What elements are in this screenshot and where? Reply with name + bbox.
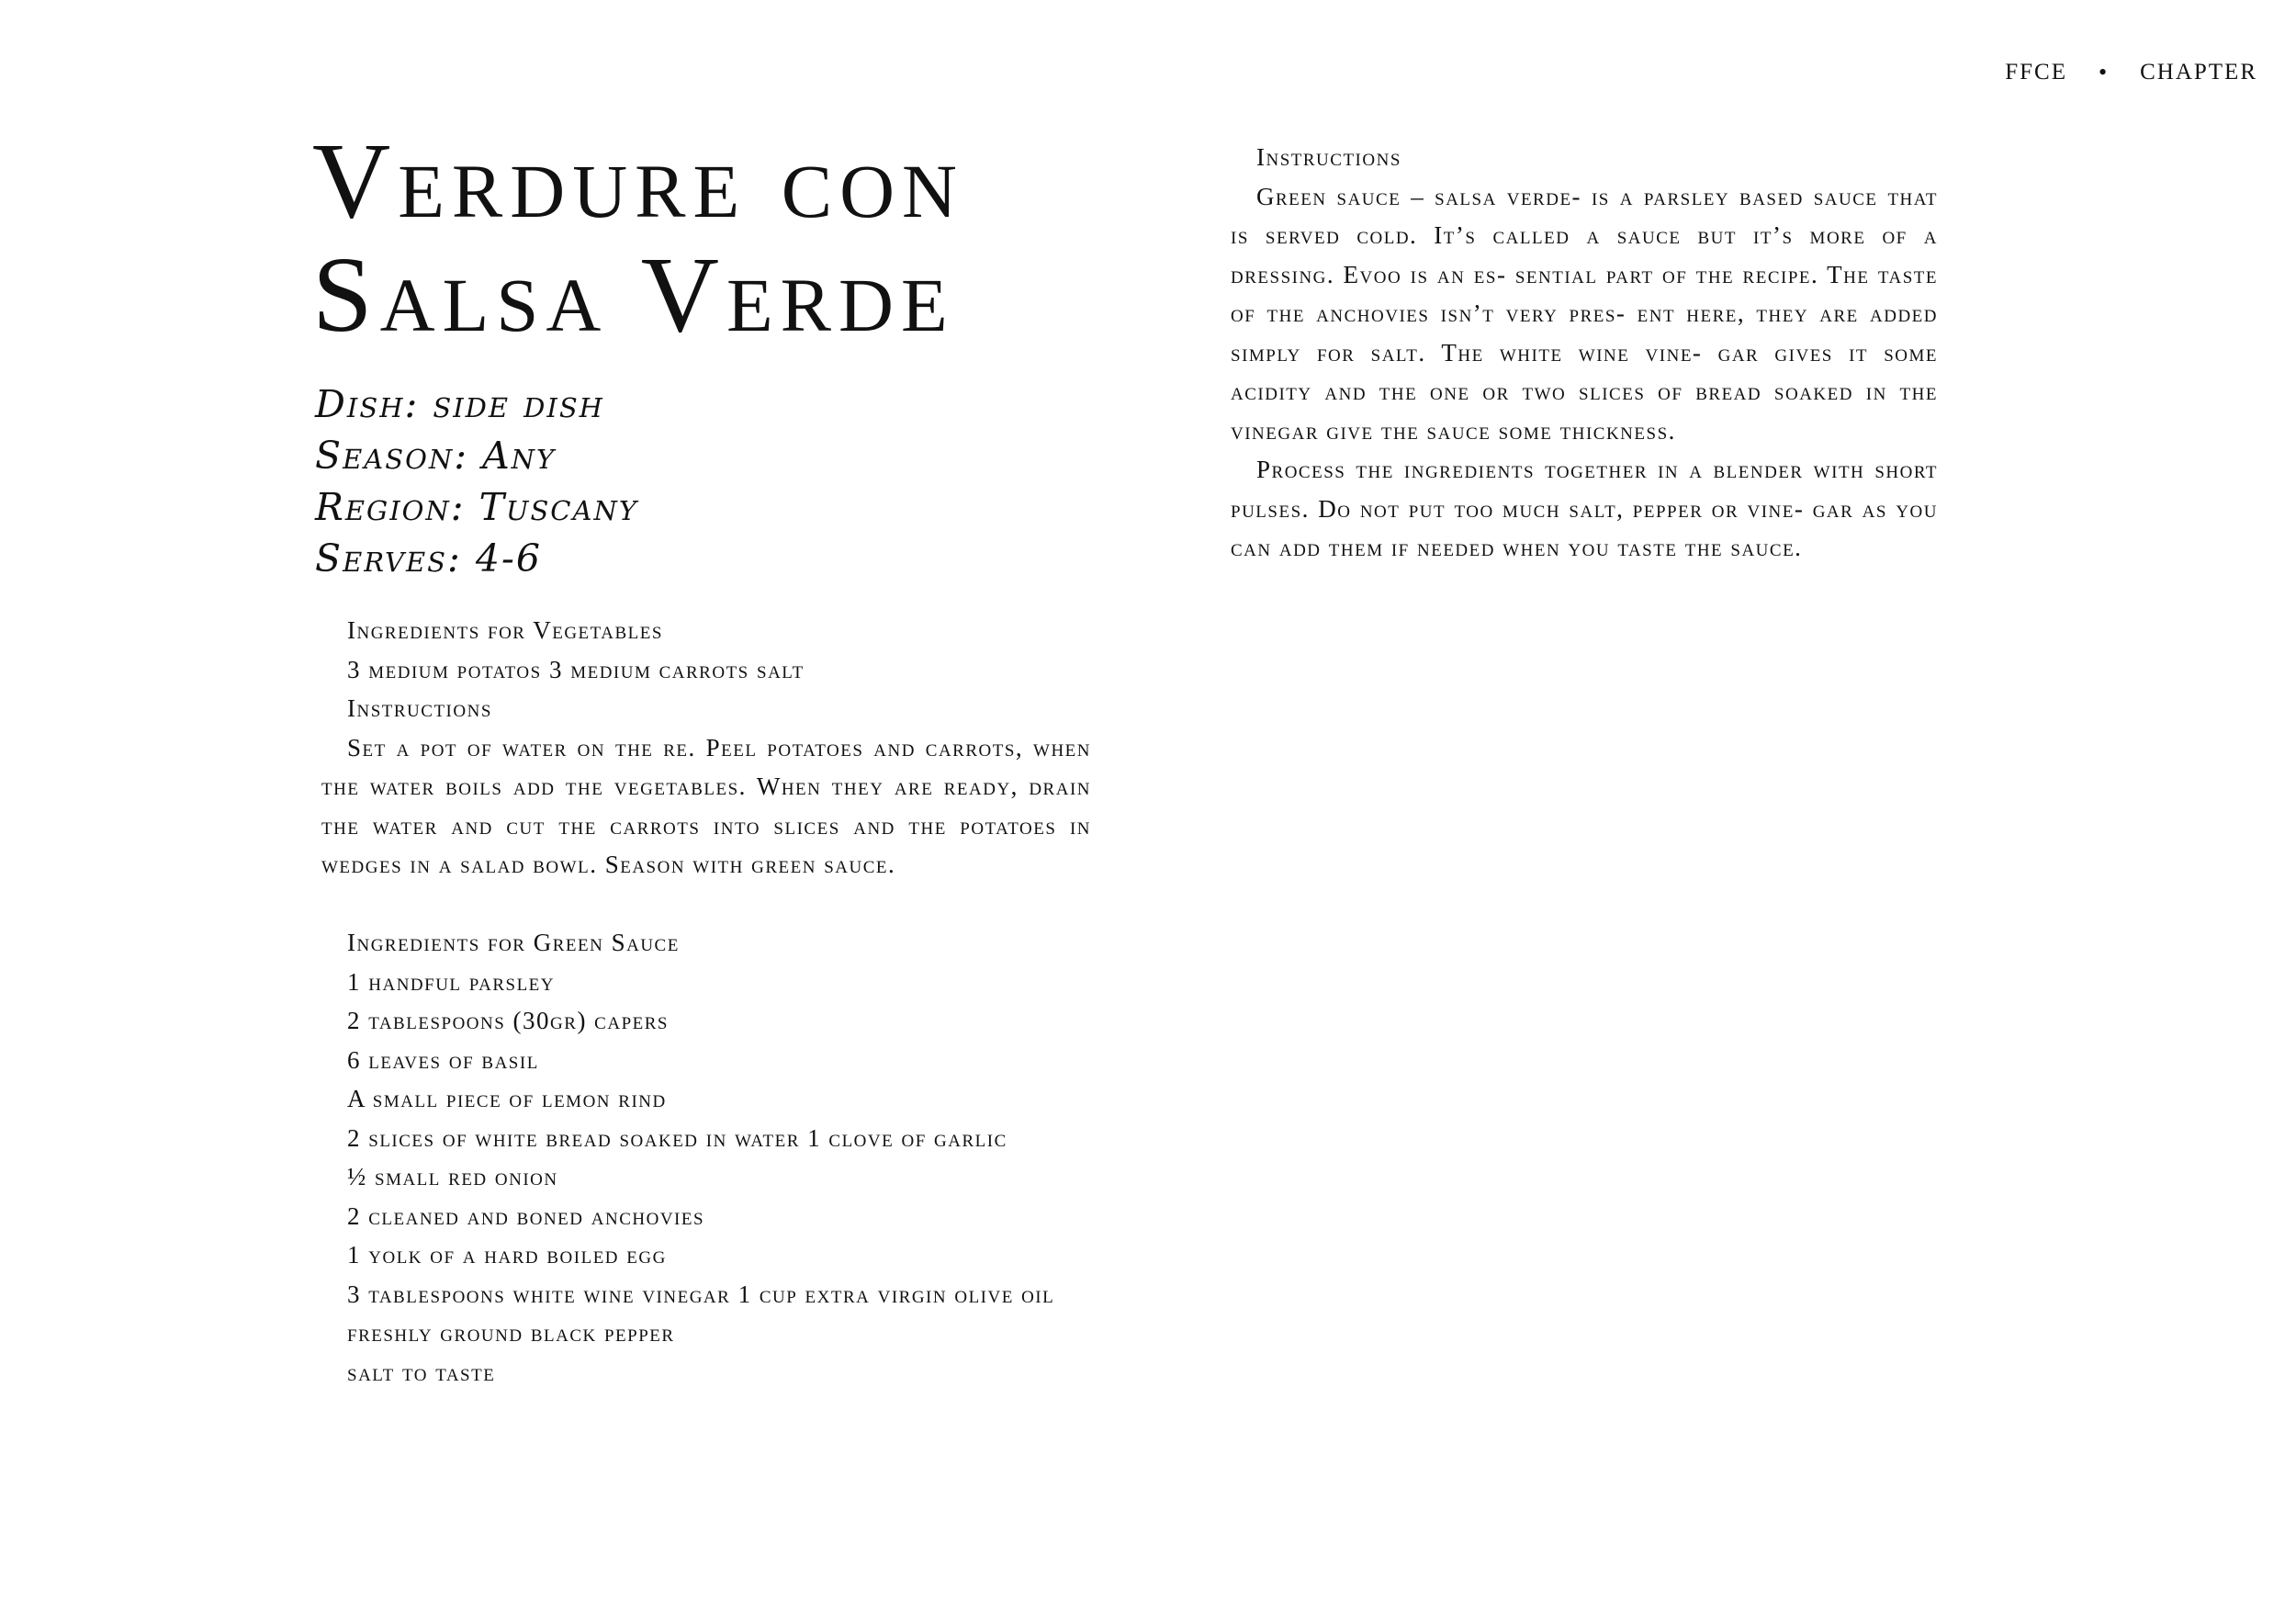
green-sauce-ingredient-long: 3 tablespoons white wine vinegar 1 cup extra virgin olive oil bbox=[347, 1280, 1055, 1308]
vegetables-heading: Ingredients for Vegetables bbox=[347, 616, 663, 644]
green-sauce-ingredient: A small piece of lemon rind bbox=[347, 1085, 667, 1112]
book-code: FFCE bbox=[2005, 60, 2067, 85]
section-label: CHAPTER bbox=[2140, 60, 2257, 85]
green-sauce-ingredient: 2 tablespoons (30gr) capers bbox=[347, 1007, 669, 1034]
recipe-title bbox=[312, 120, 964, 355]
meta-dish: Dish: side dish bbox=[315, 382, 604, 426]
green-sauce-ingredient: 1 handful parsley bbox=[347, 967, 555, 996]
header-separator: • bbox=[2098, 59, 2110, 85]
green-sauce-ingredient: salt to taste bbox=[347, 1358, 496, 1386]
meta-serves: Serves: 4-6 bbox=[315, 536, 542, 581]
green-sauce-ingredient: freshly ground black pepper bbox=[347, 1319, 675, 1347]
meta-season: Season: Any bbox=[315, 434, 557, 478]
green-sauce-instructions-p2: Process the ingredients together in a blender with short pulses. Do not put too much salt, pepper or vine- gar as you can add them if needed when you taste the sauce. bbox=[1231, 456, 1938, 561]
green-sauce-ingredient: 6 leaves of basil bbox=[347, 1045, 539, 1074]
green-sauce-ingredient: 1 yolk of a hard boiled egg bbox=[347, 1241, 667, 1269]
vegetables-ingredients: 3 medium potatos 3 medium carrots salt bbox=[347, 655, 805, 683]
green-sauce-ingredient: ½ small red onion bbox=[347, 1163, 558, 1190]
vegetables-instructions: Set a pot of water on the re. Peel potatoes and carrots, when the water boils add the vegetables. When they are ready, drain the water and cut the carrots into slices and the potatoes in wedges in a salad bowl. Season with green sauce. bbox=[321, 733, 1091, 878]
green-sauce-ingredient: 2 slices of white bread soaked in water 1 clove of garlic bbox=[347, 1123, 1007, 1152]
section-spacer bbox=[321, 885, 1091, 924]
left-column bbox=[321, 611, 1091, 1392]
recipe-title-line-1: Verdure con bbox=[312, 120, 964, 241]
green-sauce-heading: Ingredients for Green Sauce bbox=[347, 929, 680, 956]
green-sauce-ingredient: 2 cleaned and boned anchovies bbox=[347, 1201, 705, 1230]
vegetables-instructions-heading: Instructions bbox=[347, 694, 492, 722]
recipe-meta bbox=[315, 378, 638, 584]
right-column bbox=[1231, 138, 1938, 568]
green-sauce-instructions-p1: Green sauce – salsa verde- is a parsley based sauce that is served cold. It’s called a sauce but it’s more of a dressing. Evoo is an es- sential part of the recipe. The taste of the anchovies isn’t very pres- ent here, they are added simply for salt. The white wine vine- gar gives it some acidity and the one or two slices of bread soaked in the vinegar give the sauce some thickness. bbox=[1231, 182, 1938, 445]
recipe-title-line-2: Salsa Verde bbox=[312, 234, 955, 355]
green-sauce-instructions-heading: Instructions bbox=[1256, 143, 1401, 171]
running-header bbox=[2005, 59, 2257, 86]
meta-region: Region: Tuscany bbox=[315, 485, 638, 529]
